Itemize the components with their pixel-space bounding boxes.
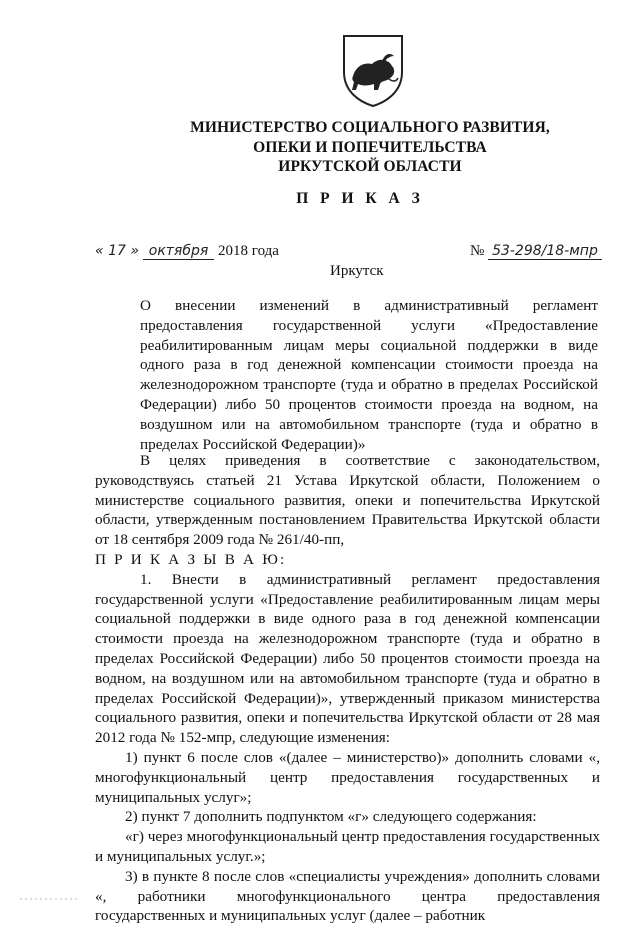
coat-of-arms-icon	[338, 32, 408, 108]
subitem-3-paragraph: 3) в пункте 8 после слов «специалисты учреждения» дополнить словами «, работники многофункционального центра предоставления государственных и муниципальных услуг (далее – работник	[95, 867, 600, 925]
order-word: П Р И К А З Ы В А Ю:	[95, 550, 287, 568]
date-month: октября	[143, 243, 215, 260]
order-date	[95, 243, 279, 260]
city-name: Иркутск	[330, 263, 384, 279]
ministry-name-line-2: ОПЕКИ И ПОПЕЧИТЕЛЬСТВА	[253, 139, 487, 156]
ministry-name-line-1: МИНИСТЕРСТВО СОЦИАЛЬНОГО РАЗВИТИЯ,	[190, 119, 550, 136]
order-subject: О внесении изменений в административный регламент предоставления государственной услуги «Предоставление реабилитированным лицам меры социальной поддержки в виде одного раза в год денежной компенсации стоимости проезда на железнодорожном транспорте (туда и обратно в пределах Российской Федерации) либо 50 процентов стоимости проезда на водном, на воздушном или на автомобильном транспорте (туда и обратно в пределах Российской Федерации)»	[140, 297, 598, 453]
subitem-1-paragraph: 1) пункт 6 после слов «(далее – министерство)» дополнить словами «, многофункциональный центр предоставления государственных и муниципальных услуг»;	[95, 748, 600, 806]
order-body	[95, 451, 600, 926]
order-number	[470, 243, 602, 260]
date-year: 2018 года	[218, 243, 279, 259]
item-1-paragraph: 1. Внести в административный регламент предоставления государственной услуги «Предоставление реабилитированным лицам меры социальной поддержки в виде одного раза в год денежной компенсации стоимости проезда на железнодорожном транспорте (туда и обратно в пределах Российской Федерации) либо 50 процентов стоимости проезда на водном, на воздушном или на автомобильном транспорте (туда и обратно в пределах Российской Федерации)», утвержденный приказом министерства социального развития, опеки и попечительства Иркутской области от 28 мая 2012 года № 152-мпр, следующие изменения:	[95, 570, 600, 747]
subitem-2g-paragraph: «г) через многофункциональный центр предоставления государственных и муниципальных услуг.»;	[95, 828, 600, 865]
preamble-paragraph: В целях приведения в соответствие с законодательством, руководствуясь статьей 21 Устава Иркутской области, Положением о министерстве социального развития, опеки и попечительства Иркутской области, утвержденным постановлением Правительства Иркутской области от 18 сентября 2009 года № 261/40-пп,	[95, 452, 600, 549]
subitem-2-paragraph: 2) пункт 7 дополнить подпунктом «г» следующего содержания:	[125, 808, 537, 826]
date-day: « 17 »	[95, 243, 139, 259]
document-type-title: П Р И К А З	[296, 190, 424, 207]
number-value: 53-298/18-мпр	[488, 243, 602, 260]
scan-edge-decoration	[0, 885, 640, 905]
ministry-name-line-3: ИРКУТСКОЙ ОБЛАСТИ	[278, 158, 462, 175]
number-sign: №	[470, 243, 485, 259]
